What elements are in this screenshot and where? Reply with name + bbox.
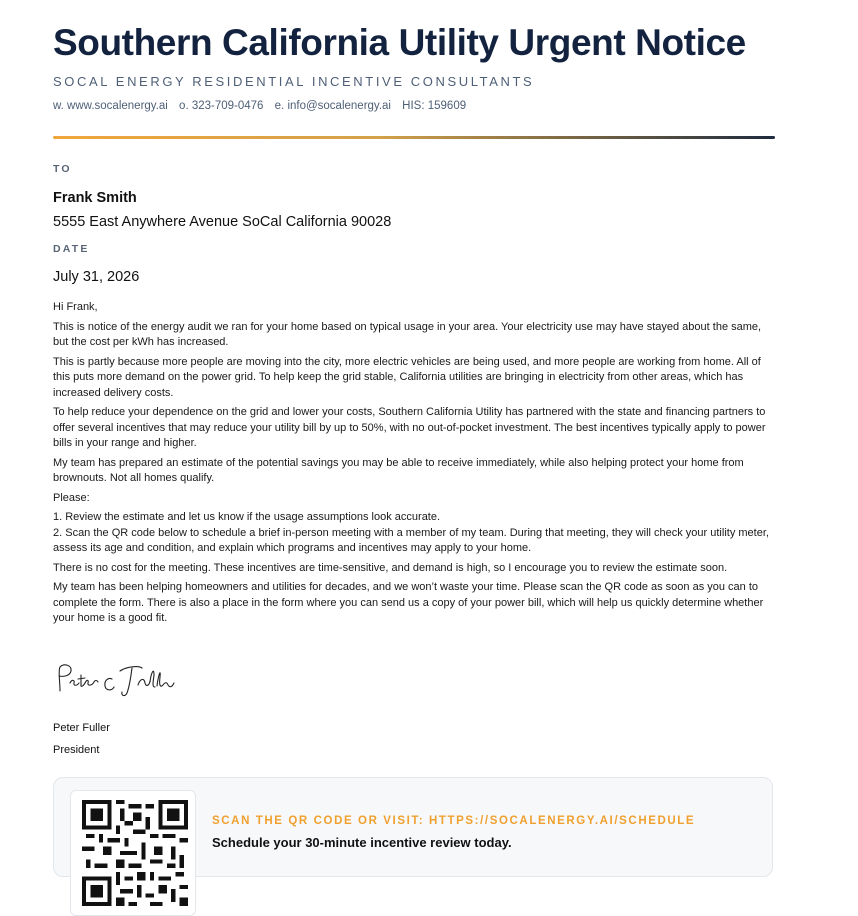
phone-number: o. 323-709-0476 <box>179 100 264 112</box>
recipient-name: Frank Smith <box>53 190 137 206</box>
please-line: Please: <box>53 491 90 504</box>
greeting: Hi Frank, <box>53 301 98 313</box>
qr-code-icon <box>82 800 188 906</box>
paragraph-estimate: My team has prepared an estimate of the potential savings you may be able to receive immediately, while also helping protect your home from brownouts. Not all homes qualify. <box>53 456 744 484</box>
his-number: HIS: 159609 <box>402 100 467 112</box>
paragraph-incentives: To help reduce your dependence on the grid and lower your costs, Southern California Utility has partnered with the state and financing partners to offer several incentives that may reduce your utility bill by up to 50%, with no out-of-pocket investment. The best incentives typically apply to power bills in your range and higher. <box>53 406 766 449</box>
letter-body <box>53 300 775 627</box>
schedule-callout <box>53 777 773 877</box>
qr-code[interactable] <box>70 790 196 916</box>
email-link[interactable]: e. info@socalenergy.ai <box>274 100 391 112</box>
signer-block <box>53 717 775 761</box>
company-subtitle: SOCAL ENERGY RESIDENTIAL INCENTIVE CONSULTANTS <box>53 74 535 89</box>
handwritten-signature <box>54 661 184 701</box>
schedule-headline[interactable]: SCAN THE QR CODE OR VISIT: HTTPS://SOCALENERGY.AI/SCHEDULE <box>212 815 696 827</box>
paragraph-audit: This is notice of the energy audit we ran for your home based on typical usage in your area. Your electricity use may have stayed about the same, but the cost per kWh has increased. <box>53 320 762 348</box>
paragraph-no-cost: There is no cost for the meeting. These incentives are time-sensitive, and demand is high, so I encourage you to review the estimate soon. <box>53 561 728 574</box>
signer-name: Peter Fuller <box>53 721 110 734</box>
letter-page <box>53 0 775 761</box>
header-divider <box>53 136 775 139</box>
letter-title: Southern California Utility Urgent Notice <box>53 22 746 63</box>
schedule-subline: Schedule your 30-minute incentive review today. <box>212 835 512 850</box>
paragraph-closing: My team has been helping homeowners and utilities for decades, and we won’t waste your time. Please scan the QR code as soon as you can to complete the form. There is also a place in the form where you can send us a copy of your power bill, which will help us quickly determine whether your home is a good fit. <box>53 581 764 624</box>
to-label: TO <box>53 163 72 175</box>
recipient-address: 5555 East Anywhere Avenue SoCal California 90028 <box>53 214 392 230</box>
website-link[interactable]: w. www.socalenergy.ai <box>53 100 168 112</box>
signer-role: President <box>53 743 100 756</box>
list-item-schedule: 2. Scan the QR code below to schedule a brief in-person meeting with a member of my team. During that meeting, they will check your utility meter, assess its age and condition, and explain which programs and incentives may apply to your home. <box>53 526 769 554</box>
list-item-review: 1. Review the estimate and let us know if the usage assumptions look accurate. <box>53 511 441 523</box>
paragraph-demand: This is partly because more people are moving into the city, more electric vehicles are being used, and more people are working from home. All of this puts more demand on the power grid. To help keep the grid stable, California utilities are bringing in electricity from other areas, which has increased delivery costs. <box>53 355 761 399</box>
contact-line <box>53 99 775 113</box>
date-label: DATE <box>53 243 90 255</box>
letter-date: July 31, 2026 <box>53 269 140 285</box>
